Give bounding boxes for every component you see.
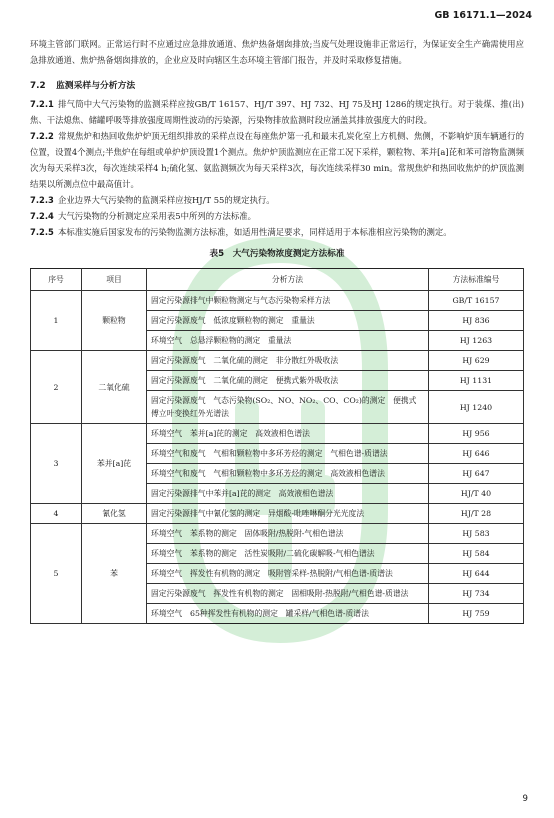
cell-no: 2 [31,351,82,424]
clause-text: 排气筒中大气污染物的监测采样应按GB/T 16157、HJ/T 397、HJ 732、HJ 75及HJ 1286的规定执行。对于装煤、推(出)焦、干法熄焦、储罐呼吸等排放强度周期性波动的污染源，污染物排放监测时段应涵盖其排放强度大的时段。 [30,99,524,125]
cell-standard: HJ 759 [429,604,524,624]
table-row [31,504,524,524]
cell-standard: GB/T 16157 [429,291,524,311]
cell-item: 苯并[a]芘 [82,424,147,504]
cell-standard: HJ 629 [429,351,524,371]
cell-standard: HJ 1240 [429,391,524,424]
intro-paragraph: 环境主管部门联网。正常运行时不应通过应急排放通道、焦炉热备烟囱排放;当废气处理设施非正常运行，为保证安全生产确需使用应急排放通道、焦炉热备烟囱排放的，企业应及时向辖区生态环境主管部门报告，并及时采取修复措施。 [30,39,524,65]
cell-method: 固定污染源废气 气态污染物(SO₂、NO、NO₂、CO、CO₂)的测定 便携式傅立叶变换红外光谱法 [147,391,429,424]
section-number: 7.2 [30,81,46,91]
header-standard: 方法标准编号 [429,269,524,291]
cell-method: 固定污染源排气中苯并[a]芘的测定 高效液相色谱法 [147,484,429,504]
header-no: 序号 [31,269,82,291]
cell-item: 颗粒物 [82,291,147,351]
cell-method: 环境空气 挥发性有机物的测定 吸附管采样-热脱附/气相色谱-质谱法 [147,564,429,584]
cell-method: 环境空气 苯系物的测定 活性炭吸附/二硫化碳解吸-气相色谱法 [147,544,429,564]
methods-table [30,268,524,624]
cell-no: 5 [31,524,82,624]
clause-number: 7.2.4 [30,211,54,221]
cell-standard: HJ 646 [429,444,524,464]
cell-method: 环境空气和废气 气相和颗粒物中多环芳烃的测定 气相色谱-质谱法 [147,444,429,464]
cell-item: 氰化氢 [82,504,147,524]
clause-7-2-1 [30,96,524,128]
cell-method: 固定污染源排气中氰化氢的测定 异烟酸-吡唑啉酮分光光度法 [147,504,429,524]
standard-code-header: GB 16171.1—2024 [434,10,532,21]
cell-standard: HJ 956 [429,424,524,444]
clause-number: 7.2.5 [30,227,54,237]
cell-standard: HJ 836 [429,311,524,331]
page-number: 9 [522,794,528,804]
clause-7-2-2 [30,128,524,192]
table-row [31,351,524,371]
section-heading [30,78,524,94]
clause-number: 7.2.1 [30,99,54,109]
table-body [31,291,524,624]
clause-text: 本标准实施后国家发布的污染物监测方法标准，如适用性满足要求，同样适用于本标准相应污染物的测定。 [58,227,452,237]
document-body [30,36,524,624]
cell-method: 环境空气 苯并[a]芘的测定 高效液相色谱法 [147,424,429,444]
cell-no: 4 [31,504,82,524]
clause-text: 企业边界大气污染物的监测采样应按HJ/T 55的规定执行。 [58,195,275,205]
cell-standard: HJ 734 [429,584,524,604]
cell-standard: HJ 1131 [429,371,524,391]
clause-number: 7.2.3 [30,195,54,205]
cell-method: 固定污染源排气中颗粒物测定与气态污染物采样方法 [147,291,429,311]
table-header-row [31,269,524,291]
table-row [31,291,524,311]
cell-standard: HJ 644 [429,564,524,584]
cell-no: 1 [31,291,82,351]
table-row [31,424,524,444]
cell-method: 环境空气 总悬浮颗粒物的测定 重量法 [147,331,429,351]
clause-number: 7.2.2 [30,131,54,141]
table-row [31,524,524,544]
cell-method: 固定污染源废气 挥发性有机物的测定 固相吸附-热脱附/气相色谱-质谱法 [147,584,429,604]
cell-method: 环境空气 苯系物的测定 固体吸附/热脱附-气相色谱法 [147,524,429,544]
clause-7-2-4 [30,208,524,224]
cell-standard: HJ/T 40 [429,484,524,504]
cell-no: 3 [31,424,82,504]
clause-7-2-5 [30,224,524,240]
cell-method: 环境空气和废气 气相和颗粒物中多环芳烃的测定 高效液相色谱法 [147,464,429,484]
table-title: 表5 大气污染物浓度测定方法标准 [209,249,345,259]
clause-text: 大气污染物的分析测定应采用表5中所列的方法标准。 [58,211,256,221]
section-title: 监测采样与分析方法 [56,81,136,91]
cell-method: 环境空气 65种挥发性有机物的测定 罐采样/气相色谱-质谱法 [147,604,429,624]
header-method: 分析方法 [147,269,429,291]
cell-item: 二氧化硫 [82,351,147,424]
clause-text: 常规焦炉和热回收焦炉炉顶无组织排放的采样点设在每座焦炉第一孔和最末孔炭化室上方机侧、焦侧，不影响炉顶车辆通行的位置，设置4个测点;半焦炉在每组或单炉炉顶设置1个测点。焦炉炉顶监测应在正常工况下采样，颗粒物、苯并[a]芘和苯可溶物监测频次为每天采样3次，每次连续采样4 h;硫化氢、氨监测频次为每天采样3次，每次连续采样30 min。常规焦炉和热回收焦炉的炉顶监测结果以所测点位中最高值计。 [30,131,525,189]
cell-item: 苯 [82,524,147,624]
header-item: 项目 [82,269,147,291]
cell-method: 固定污染源废气 低浓度颗粒物的测定 重量法 [147,311,429,331]
cell-standard: HJ 584 [429,544,524,564]
cell-standard: HJ 583 [429,524,524,544]
cell-standard: HJ 1263 [429,331,524,351]
cell-method: 固定污染源废气 二氧化硫的测定 非分散红外吸收法 [147,351,429,371]
cell-standard: HJ/T 28 [429,504,524,524]
clause-7-2-3 [30,192,524,208]
cell-method: 固定污染源废气 二氧化硫的测定 便携式紫外吸收法 [147,371,429,391]
cell-standard: HJ 647 [429,464,524,484]
